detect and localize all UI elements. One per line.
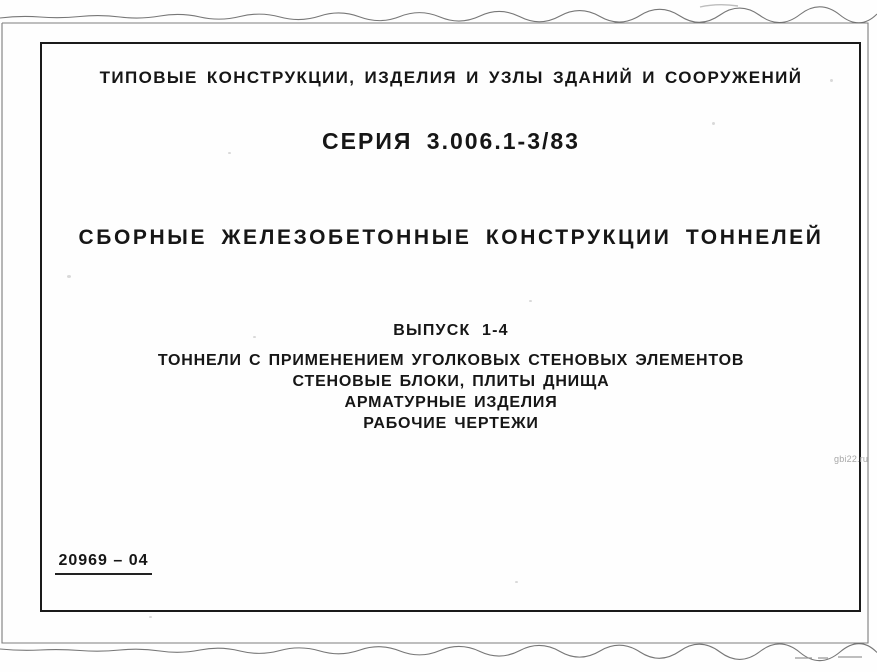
subtitle-line-2: СТЕНОВЫЕ БЛОКИ, ПЛИТЫ ДНИЩА xyxy=(292,373,610,390)
title-page-content xyxy=(42,44,860,610)
top-stray-mark xyxy=(700,5,738,7)
scan-speck xyxy=(515,581,518,583)
scan-speck xyxy=(253,336,256,338)
document-category-line: ТИПОВЫЕ КОНСТРУКЦИИ, ИЗДЕЛИЯ И УЗЛЫ ЗДАНИЙ И СООРУЖЕНИЙ xyxy=(99,68,803,87)
main-title: СБОРНЫЕ ЖЕЛЕЗОБЕТОННЫЕ КОНСТРУКЦИИ ТОННЕЛЕЙ xyxy=(78,226,824,249)
issue-number: ВЫПУСК 1-4 xyxy=(393,322,509,339)
subtitle-line-1: ТОННЕЛИ С ПРИМЕНЕНИЕМ УГОЛКОВЫХ СТЕНОВЫХ ЭЛЕМЕНТОВ xyxy=(157,352,745,369)
scan-speck xyxy=(712,122,715,125)
subtitle-line-4: РАБОЧИЕ ЧЕРТЕЖИ xyxy=(363,415,539,432)
scan-speck xyxy=(67,275,71,278)
document-number: 20969 – 04 xyxy=(55,552,152,575)
scan-speck xyxy=(529,300,532,302)
bottom-stray-dashes xyxy=(795,657,862,658)
subtitle-line-3: АРМАТУРНЫЕ ИЗДЕЛИЯ xyxy=(344,394,558,411)
issue-subtitle-block xyxy=(42,350,860,434)
bottom-wavy-edge-line xyxy=(0,644,877,661)
top-wavy-edge-line xyxy=(0,7,877,23)
watermark-text: gbi22.ru xyxy=(834,454,869,464)
series-number: СЕРИЯ 3.006.1-3/83 xyxy=(322,128,580,154)
scan-speck xyxy=(228,152,231,154)
scan-speck xyxy=(830,79,833,82)
scan-speck xyxy=(149,616,152,618)
